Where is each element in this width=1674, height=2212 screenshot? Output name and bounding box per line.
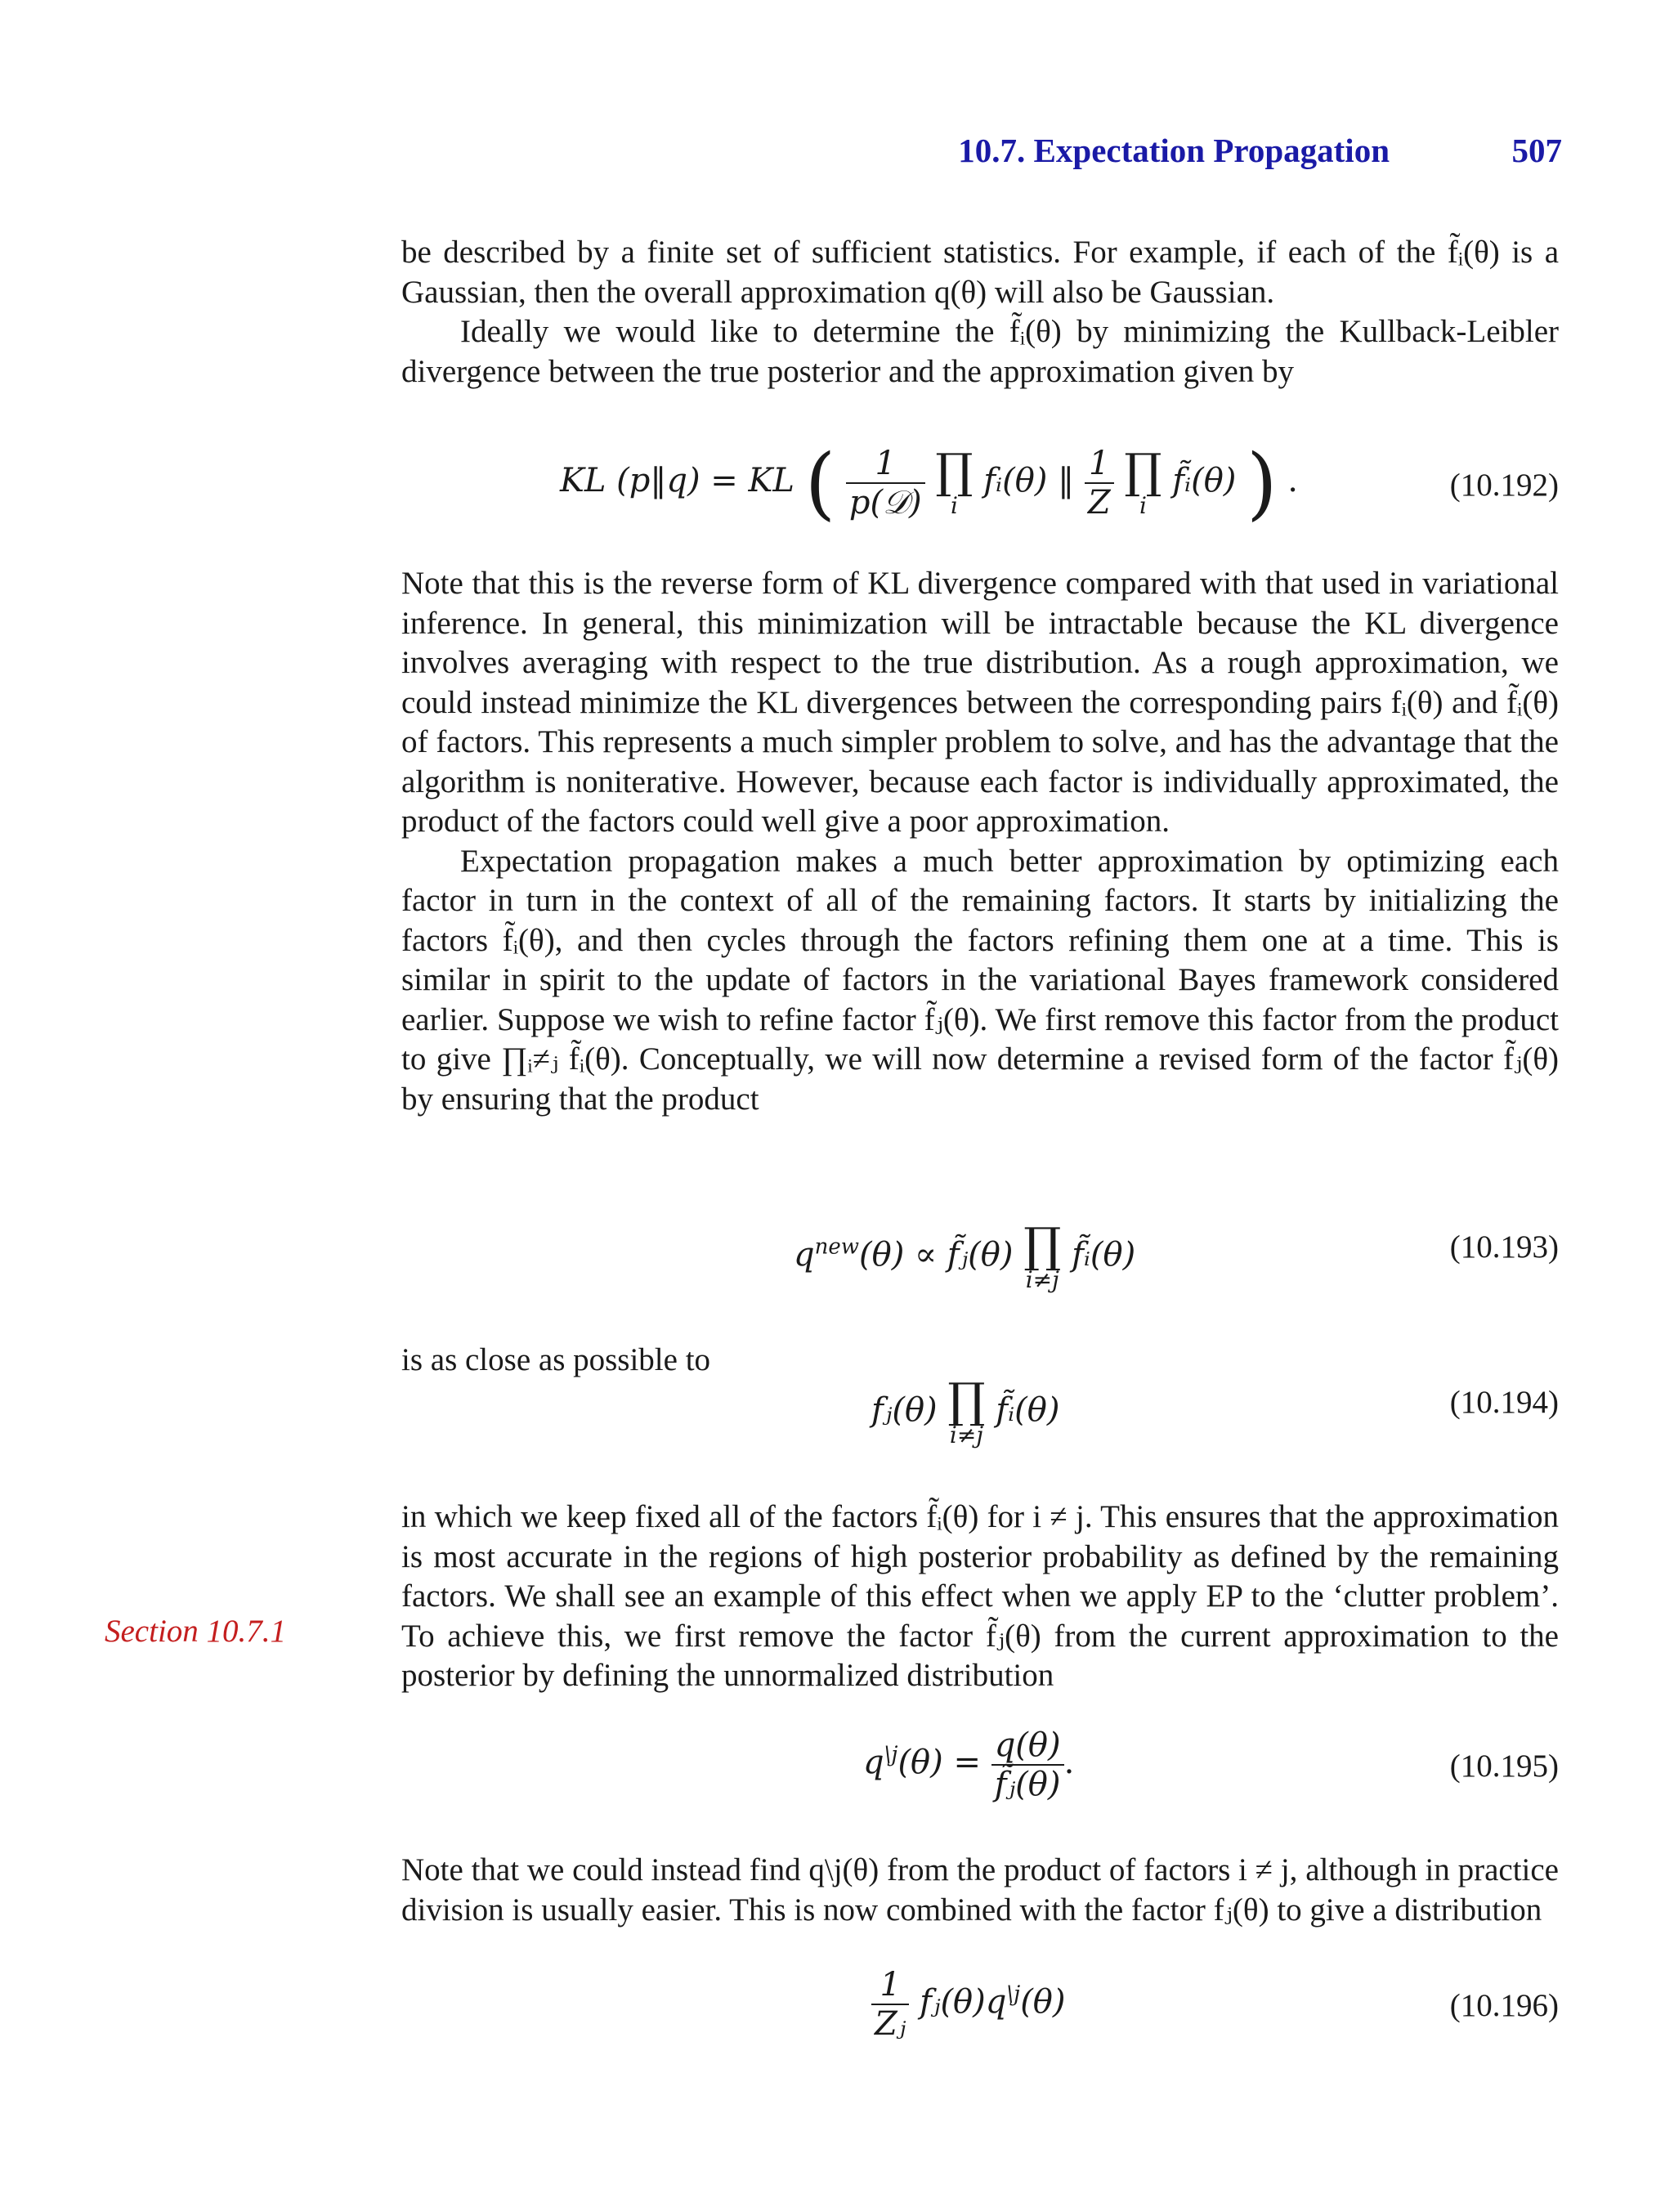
paragraph-1 — [401, 233, 1559, 392]
equation-number: (10.195) — [1449, 1749, 1559, 1784]
superscript: \j — [1006, 1981, 1021, 2007]
fraction — [871, 1966, 909, 2043]
denominator: p(𝒟) — [848, 484, 922, 522]
product-index: i — [1139, 492, 1147, 519]
equation-body — [871, 1372, 1060, 1449]
equation-term: (θ) — [1020, 1983, 1066, 2021]
paragraph-text: is as close as possible to — [401, 1342, 711, 1377]
equation-term: (θ) = — [897, 1744, 981, 1781]
product-index: i — [950, 492, 958, 519]
denominator: Zⱼ — [875, 2005, 906, 2043]
fraction — [846, 445, 925, 522]
equation-10-192 — [401, 437, 1559, 544]
paragraph-6 — [401, 1498, 1559, 1696]
numerator: 1 — [846, 445, 925, 484]
equation-term: f̃ᵢ(θ) — [996, 1391, 1060, 1429]
numerator: 1 — [871, 1966, 909, 2005]
equation-term: q — [863, 1744, 884, 1781]
equation-body — [794, 1217, 1136, 1293]
equation-10-193 — [401, 1217, 1559, 1328]
equation-term: (θ) ∝ f̃ⱼ(θ) — [859, 1236, 1014, 1274]
paragraph-3 — [401, 564, 1559, 1119]
page-header — [0, 131, 1674, 180]
numerator: q(θ) — [991, 1726, 1064, 1766]
equation-term: f̃ᵢ(θ) — [1072, 1236, 1136, 1274]
product-index: i≠j — [949, 1422, 984, 1449]
equation-term: fᵢ(θ) — [983, 462, 1048, 499]
fraction — [991, 1726, 1064, 1803]
equation-term: fⱼ(θ) — [871, 1391, 938, 1429]
equation-10-195 — [401, 1726, 1559, 1833]
fraction — [1085, 445, 1114, 522]
page-number: 507 — [1511, 132, 1562, 169]
equation-number: (10.194) — [1449, 1385, 1559, 1420]
denominator: f̃ⱼ(θ) — [994, 1766, 1061, 1803]
equation-number: (10.196) — [1449, 1988, 1559, 2023]
paragraph-text: Ideally we would like to determine the f̃ᵢ(θ) by minimizing the Kullback-Leibler divergence between the true posterior and the approximation given by — [401, 314, 1559, 389]
equation-term: fⱼ(θ)q — [920, 1983, 1007, 2021]
equation-number: (10.193) — [1449, 1229, 1559, 1265]
equation-body — [871, 1966, 1065, 2043]
paragraph-text: in which we keep fixed all of the factors f̃ᵢ(θ) for i ≠ j. This ensures that the approximation is most accurate in the regions of high posterior probability as defined by the remaining factors. We shall see an example of this effect when we apply EP to the ‘clutter problem’. To achieve this, we first remove the factor f̃ⱼ(θ) from the current approximation to the posterior by defining the unnormalized distribution — [401, 1499, 1559, 1693]
superscript: new — [814, 1234, 859, 1260]
running-head: 10.7. Expectation Propagation — [958, 132, 1390, 169]
product-index: i≠j — [1025, 1266, 1059, 1293]
paragraph-text: be described by a finite set of sufficient statistics. For example, if each of the f̃ᵢ(θ) is a Gaussian, then the overall approximation q(θ) will also be Gaussian. — [401, 235, 1559, 310]
paragraph-text: Expectation propagation makes a much better approximation by optimizing each factor in turn in the context of all of the remaining factors. It starts by initializing the factors f̃ᵢ(θ), and then cycles through the factors refining them one at a time. This is similar in spirit to the update of factors in the variational Bayes framework considered earlier. Suppose we wish to refine factor f̃ⱼ(θ). We first remove this factor from the product to give ∏ᵢ≠ⱼ f̃ᵢ(θ). Conceptually, we will now determine a revised form of the factor f̃ⱼ(θ) by ensuring that the product — [401, 843, 1559, 1117]
denominator: Z — [1087, 484, 1111, 522]
product-operator: ∏ i≠j — [947, 1372, 986, 1449]
paragraph-text: Note that we could instead find q\j(θ) from the product of factors i ≠ j, although in practice division is usually easier. This is now combined with the factor fⱼ(θ) to give a distribution — [401, 1852, 1559, 1928]
double-bar: ‖ — [1058, 462, 1075, 499]
equation-number: (10.192) — [1449, 468, 1559, 503]
product-operator: ∏ i — [935, 443, 974, 519]
equation-body: $q^{\backslash j}(\theta)$ = $\frac{q(\theta)}{\text{f̃ⱼ(θ)}}$ . — [863, 1726, 1075, 1803]
equation-term: KL (p‖q) = KL — [560, 462, 794, 499]
equation-term: f̃ᵢ(θ) — [1172, 462, 1237, 499]
margin-cross-reference[interactable]: Section 10.7.1 — [105, 1614, 287, 1649]
equation-term: q — [794, 1236, 815, 1274]
superscript: \j — [884, 1742, 898, 1767]
product-operator: ∏ i≠j — [1023, 1217, 1062, 1293]
numerator: 1 — [1085, 445, 1114, 484]
product-operator: ∏ i — [1124, 443, 1162, 519]
paragraph-7 — [401, 1851, 1559, 1930]
equation-body: KL (p‖q) = KL ( $\frac{1}{\text{p(𝒟)}}$ ∏ i fᵢ(θ) ‖ $\frac{1}{Z}$ ∏ i f̃ᵢ(θ) ) . — [560, 437, 1298, 529]
paragraph-text: Note that this is the reverse form of KL divergence compared with that used in variational inference. In general, this minimization will be intractable because the KL divergence involves averaging with respect to the true distribution. As a rough approximation, we could instead minimize the KL divergences between the corresponding pairs fᵢ(θ) and f̃ᵢ(θ) of factors. This represents a much simpler problem to solve, and has the advantage that the algorithm is noniterative. However, because each factor is individually approximated, the product of the factors could well give a poor approximation. — [401, 566, 1559, 839]
equation-10-196 — [401, 1966, 1559, 2072]
paren-close: ) — [1247, 437, 1278, 529]
paren-open: ( — [804, 437, 836, 529]
equation-10-194 — [401, 1372, 1559, 1484]
